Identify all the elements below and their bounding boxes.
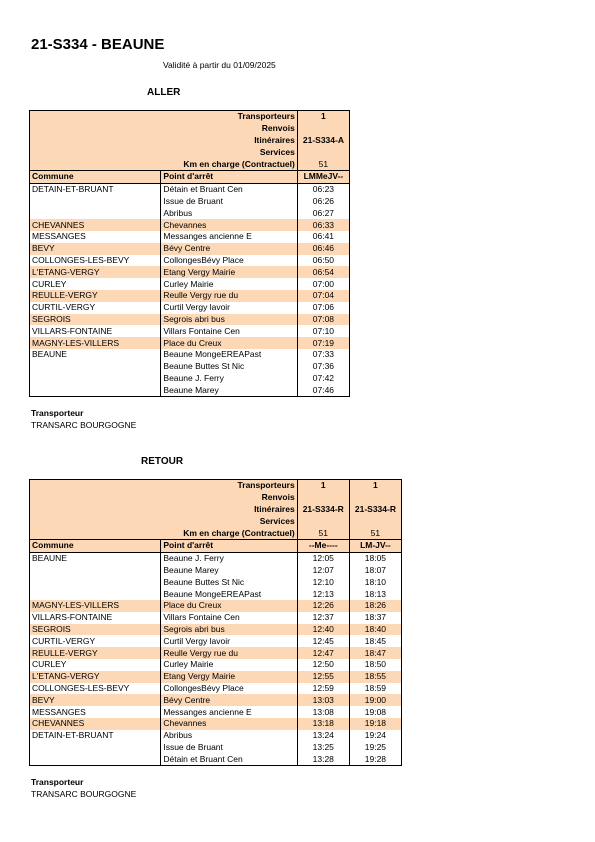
table-row xyxy=(30,231,350,243)
commune-cell xyxy=(30,742,161,754)
time-cell-1: 12:50 xyxy=(297,659,349,671)
time-cell: 06:46 xyxy=(297,243,349,255)
stop-cell: Bévy Centre xyxy=(161,243,297,255)
time-cell-1: 12:55 xyxy=(297,671,349,683)
time-cell-2: 19:24 xyxy=(349,730,401,742)
col-days-header-2: LM-JV-- xyxy=(349,539,401,552)
stop-cell: Messanges ancienne E xyxy=(161,706,297,718)
stop-cell: Curtil Vergy lavoir xyxy=(161,635,297,647)
retour-km-2: 51 xyxy=(349,527,401,539)
retour-services-1 xyxy=(297,515,349,527)
time-cell-1: 13:25 xyxy=(297,742,349,754)
commune-cell xyxy=(30,588,161,600)
commune-cell: BEVY xyxy=(30,694,161,706)
label-transporteurs: Transporteurs xyxy=(30,480,298,492)
label-km: Km en charge (Contractuel) xyxy=(30,158,298,170)
commune-cell xyxy=(30,373,161,385)
time-cell-2: 18:59 xyxy=(349,683,401,695)
stop-cell: CollongesBévy Place xyxy=(161,683,297,695)
table-row xyxy=(30,243,350,255)
time-cell-1: 12:10 xyxy=(297,576,349,588)
retour-renvois-1 xyxy=(297,492,349,504)
table-row xyxy=(30,612,402,624)
time-cell-1: 12:40 xyxy=(297,624,349,636)
stop-cell: Reulle Vergy rue du xyxy=(161,647,297,659)
retour-transporteur-1: 1 xyxy=(297,480,349,492)
table-row xyxy=(30,314,350,326)
table-row xyxy=(30,278,350,290)
col-days-header: LMMeJV-- xyxy=(297,170,349,183)
stop-cell: Beaune Marey xyxy=(161,384,297,396)
time-cell-1: 12:59 xyxy=(297,683,349,695)
time-cell-2: 19:28 xyxy=(349,753,401,765)
time-cell-1: 13:08 xyxy=(297,706,349,718)
commune-cell: BEAUNE xyxy=(32,349,67,360)
time-cell-2: 19:00 xyxy=(349,694,401,706)
table-row xyxy=(30,219,350,231)
commune-cell: COLLONGES-LES-BEVY xyxy=(32,254,130,265)
stop-cell: Etang Vergy Mairie xyxy=(161,266,297,278)
time-cell-1: 12:47 xyxy=(297,647,349,659)
time-cell-2: 18:07 xyxy=(349,565,401,577)
time-cell: 06:26 xyxy=(297,196,349,208)
time-cell: 07:19 xyxy=(297,337,349,349)
commune-cell: REULLE-VERGY xyxy=(30,290,161,302)
col-commune-header: Commune xyxy=(30,170,161,183)
table-row xyxy=(30,337,350,349)
time-cell-1: 12:13 xyxy=(297,588,349,600)
time-cell: 07:46 xyxy=(297,384,349,396)
time-cell-1: 12:26 xyxy=(297,600,349,612)
table-row xyxy=(30,373,350,385)
time-cell-1: 13:03 xyxy=(297,694,349,706)
retour-renvois-2 xyxy=(349,492,401,504)
commune-cell xyxy=(30,361,161,373)
stop-cell: Reulle Vergy rue du xyxy=(161,290,297,302)
table-row xyxy=(30,325,350,337)
commune-cell: MESSANGES xyxy=(32,706,86,717)
time-cell: 07:04 xyxy=(297,290,349,302)
commune-cell: CURTIL-VERGY xyxy=(32,635,96,646)
time-cell-2: 18:47 xyxy=(349,647,401,659)
time-cell-2: 18:37 xyxy=(349,612,401,624)
time-cell-2: 18:10 xyxy=(349,576,401,588)
stop-cell: Détain et Bruant Cen xyxy=(161,183,297,195)
time-cell-2: 19:18 xyxy=(349,718,401,730)
time-cell: 06:54 xyxy=(297,266,349,278)
label-itineraires: Itinéraires xyxy=(30,504,298,516)
table-row xyxy=(30,588,402,600)
stop-cell: Chevannes xyxy=(161,219,297,231)
validity-date: Validité à partir du 01/09/2025 xyxy=(163,60,276,70)
commune-cell: BEAUNE xyxy=(32,553,67,564)
col-point-header: Point d'arrêt xyxy=(161,170,297,183)
aller-itineraire-value: 21-S334-A xyxy=(297,135,349,147)
commune-cell: SEGROIS xyxy=(30,314,161,326)
stop-cell: Beaune Buttes St Nic xyxy=(161,361,297,373)
time-cell: 06:23 xyxy=(297,183,349,195)
stop-cell: Curtil Vergy lavoir xyxy=(161,302,297,314)
table-row xyxy=(30,671,402,683)
table-row xyxy=(30,266,350,278)
time-cell: 07:36 xyxy=(297,361,349,373)
aller-transporteur-value: 1 xyxy=(297,111,349,123)
time-cell-2: 18:40 xyxy=(349,624,401,636)
commune-cell xyxy=(30,207,161,219)
table-row xyxy=(30,647,402,659)
stop-cell: Beaune MongeEREAPast xyxy=(161,349,297,361)
table-row xyxy=(30,742,402,754)
label-transporteurs: Transporteurs xyxy=(30,111,298,123)
label-km: Km en charge (Contractuel) xyxy=(30,527,298,539)
stop-cell: Abribus xyxy=(161,207,297,219)
time-cell-2: 19:08 xyxy=(349,706,401,718)
table-row xyxy=(30,384,350,396)
time-cell-1: 12:07 xyxy=(297,565,349,577)
stop-cell: Bévy Centre xyxy=(161,694,297,706)
time-cell: 06:33 xyxy=(297,219,349,231)
commune-cell xyxy=(30,565,161,577)
time-cell-2: 18:13 xyxy=(349,588,401,600)
retour-transporteur-label: Transporteur xyxy=(31,777,84,787)
stop-cell: Chevannes xyxy=(161,718,297,730)
time-cell: 07:06 xyxy=(297,302,349,314)
page-title: 21-S334 - BEAUNE xyxy=(31,36,165,53)
table-row xyxy=(30,694,402,706)
stop-cell: Segrois abri bus xyxy=(161,314,297,326)
stop-cell: Issue de Bruant xyxy=(161,196,297,208)
table-row xyxy=(30,207,350,219)
stop-cell: Place du Creux xyxy=(161,600,297,612)
stop-cell: Beaune MongeEREAPast xyxy=(161,588,297,600)
aller-timetable xyxy=(29,110,350,397)
commune-cell xyxy=(30,196,161,208)
stop-cell: Segrois abri bus xyxy=(161,624,297,636)
stop-cell: Villars Fontaine Cen xyxy=(161,325,297,337)
table-row xyxy=(30,635,402,647)
aller-transporteur-name: TRANSARC BOURGOGNE xyxy=(31,420,137,430)
stop-cell: Curley Mairie xyxy=(161,659,297,671)
col-days-header-1: --Me---- xyxy=(297,539,349,552)
col-point-header: Point d'arrêt xyxy=(161,539,297,552)
table-row xyxy=(30,302,350,314)
commune-cell: VILLARS-FONTAINE xyxy=(32,612,113,623)
table-row xyxy=(30,624,402,636)
stop-cell: Abribus xyxy=(161,730,297,742)
table-row xyxy=(30,361,350,373)
table-row xyxy=(30,183,350,195)
stop-cell: Place du Creux xyxy=(161,337,297,349)
aller-km-value: 51 xyxy=(297,158,349,170)
table-row xyxy=(30,600,402,612)
table-row xyxy=(30,683,402,695)
time-cell-1: 13:18 xyxy=(297,718,349,730)
retour-km-1: 51 xyxy=(297,527,349,539)
table-row xyxy=(30,565,402,577)
retour-transporteur-name: TRANSARC BOURGOGNE xyxy=(31,789,137,799)
time-cell-1: 12:37 xyxy=(297,612,349,624)
commune-cell: CURLEY xyxy=(32,659,67,670)
commune-cell: DETAIN-ET-BRUANT xyxy=(32,730,114,741)
table-row xyxy=(30,255,350,267)
label-itineraires: Itinéraires xyxy=(30,135,298,147)
table-row xyxy=(30,753,402,765)
commune-cell: DETAIN-ET-BRUANT xyxy=(32,184,114,195)
stop-cell: CollongesBévy Place xyxy=(161,255,297,267)
time-cell-2: 19:25 xyxy=(349,742,401,754)
retour-section-title: RETOUR xyxy=(141,456,184,467)
stop-cell: Messanges ancienne E xyxy=(161,231,297,243)
stop-cell: Issue de Bruant xyxy=(161,742,297,754)
stop-cell: Etang Vergy Mairie xyxy=(161,671,297,683)
commune-cell: MESSANGES xyxy=(32,231,86,242)
table-row xyxy=(30,718,402,730)
time-cell-1: 12:05 xyxy=(297,552,349,564)
aller-transporteur-label: Transporteur xyxy=(31,408,84,418)
table-row xyxy=(30,552,402,564)
time-cell-2: 18:55 xyxy=(349,671,401,683)
commune-cell xyxy=(30,384,161,396)
commune-cell: REULLE-VERGY xyxy=(30,647,161,659)
retour-itineraire-2: 21-S334-R xyxy=(349,504,401,516)
stop-cell: Beaune Marey xyxy=(161,565,297,577)
time-cell: 06:27 xyxy=(297,207,349,219)
table-row xyxy=(30,706,402,718)
commune-cell: COLLONGES-LES-BEVY xyxy=(32,682,130,693)
time-cell: 06:50 xyxy=(297,255,349,267)
commune-cell: BEVY xyxy=(30,243,161,255)
time-cell: 07:42 xyxy=(297,373,349,385)
commune-cell: CHEVANNES xyxy=(30,219,161,231)
stop-cell: Beaune J. Ferry xyxy=(161,552,297,564)
commune-cell: CHEVANNES xyxy=(30,718,161,730)
label-services: Services xyxy=(30,515,298,527)
time-cell: 07:00 xyxy=(297,278,349,290)
commune-cell: L'ETANG-VERGY xyxy=(30,266,161,278)
time-cell: 07:10 xyxy=(297,325,349,337)
time-cell: 07:08 xyxy=(297,314,349,326)
aller-services-value xyxy=(297,146,349,158)
time-cell-1: 13:24 xyxy=(297,730,349,742)
table-row xyxy=(30,196,350,208)
label-services: Services xyxy=(30,146,298,158)
label-renvois: Renvois xyxy=(30,492,298,504)
table-row xyxy=(30,730,402,742)
retour-transporteur-2: 1 xyxy=(349,480,401,492)
stop-cell: Villars Fontaine Cen xyxy=(161,612,297,624)
commune-cell: CURLEY xyxy=(32,278,67,289)
stop-cell: Curley Mairie xyxy=(161,278,297,290)
time-cell: 06:41 xyxy=(297,231,349,243)
retour-services-2 xyxy=(349,515,401,527)
commune-cell: MAGNY-LES-VILLERS xyxy=(30,600,161,612)
commune-cell: SEGROIS xyxy=(30,624,161,636)
table-row xyxy=(30,290,350,302)
commune-cell: VILLARS-FONTAINE xyxy=(32,325,113,336)
stop-cell: Beaune Buttes St Nic xyxy=(161,576,297,588)
time-cell-2: 18:50 xyxy=(349,659,401,671)
time-cell-2: 18:26 xyxy=(349,600,401,612)
retour-itineraire-1: 21-S334-R xyxy=(297,504,349,516)
stop-cell: Détain et Bruant Cen xyxy=(161,753,297,765)
commune-cell: L'ETANG-VERGY xyxy=(30,671,161,683)
time-cell: 07:33 xyxy=(297,349,349,361)
label-renvois: Renvois xyxy=(30,123,298,135)
time-cell-1: 12:45 xyxy=(297,635,349,647)
stop-cell: Beaune J. Ferry xyxy=(161,373,297,385)
table-row xyxy=(30,349,350,361)
time-cell-1: 13:28 xyxy=(297,753,349,765)
commune-cell: MAGNY-LES-VILLERS xyxy=(30,337,161,349)
table-row xyxy=(30,659,402,671)
commune-cell: CURTIL-VERGY xyxy=(32,302,96,313)
commune-cell xyxy=(30,576,161,588)
time-cell-2: 18:45 xyxy=(349,635,401,647)
time-cell-2: 18:05 xyxy=(349,552,401,564)
retour-timetable xyxy=(29,479,402,766)
table-row xyxy=(30,576,402,588)
aller-renvois-value xyxy=(297,123,349,135)
commune-cell xyxy=(30,753,161,765)
aller-section-title: ALLER xyxy=(147,87,181,98)
col-commune-header: Commune xyxy=(30,539,161,552)
